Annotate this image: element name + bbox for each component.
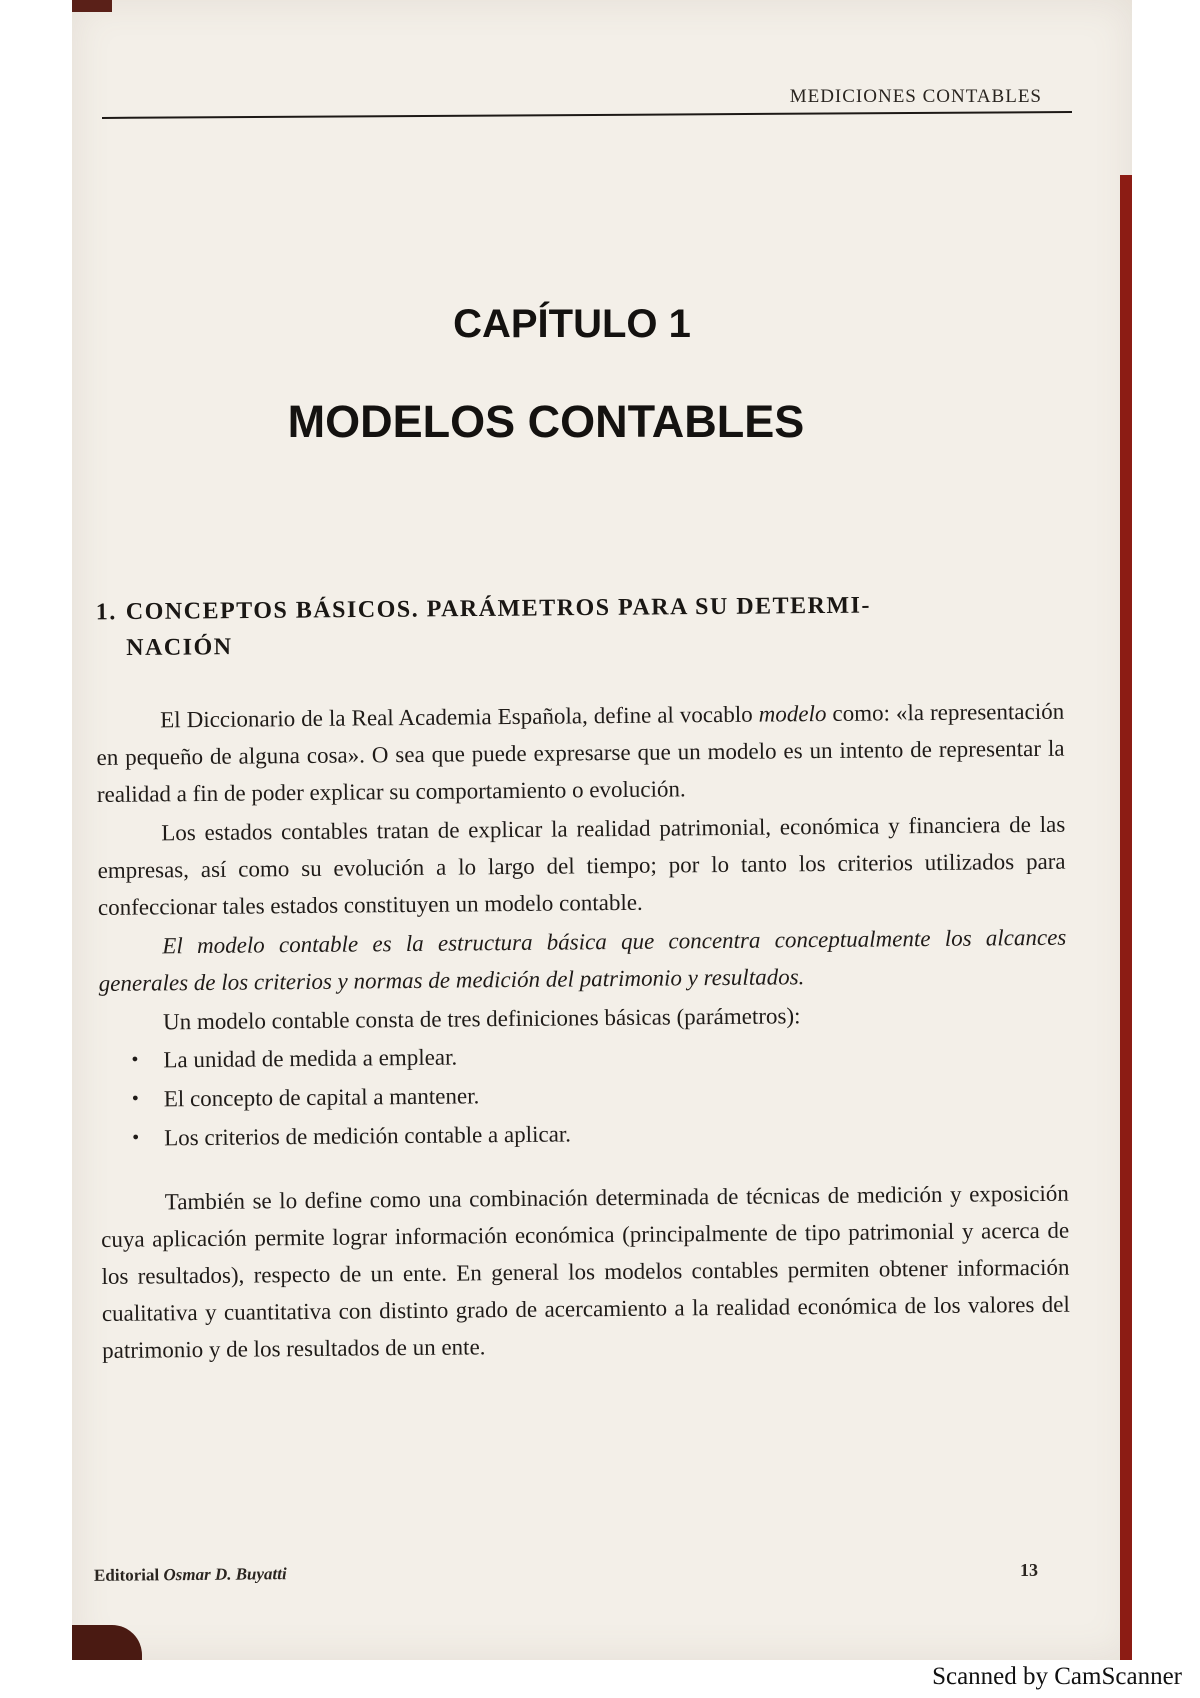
chapter-title: MODELOS CONTABLES [287, 396, 805, 447]
section-heading-line1: CONCEPTOS BÁSICOS. PARÁMETROS PARA SU DETERMI- [125, 592, 872, 626]
scanner-watermark: Scanned by CamScanner [932, 1663, 1182, 1690]
section-number: 1. [95, 599, 117, 626]
publisher-label: Editorial [93, 1565, 160, 1585]
paragraph-5: También se lo define como una combinación determinada de técnicas de medición y exposición cuya aplicación permite lograr información económica (principalmente de tipo patrimonial y acerca de los resultados), respecto de un ente. En general los modelos contables permiten obtener información cualitativa y cuantitativa con distinto grado de acercamiento a la realidad económica de los valores del patrimonio y de los resultados de un ente. [101, 1180, 1070, 1363]
section-heading-line2: NACIÓN [126, 634, 233, 662]
chapter-number: CAPÍTULO 1 [453, 302, 691, 346]
footer-publisher [94, 1564, 287, 1586]
paragraph-2: Los estados contables tratan de explicar la realidad patrimonial, económica y financiera de las empresas, así como su evolución a lo largo del tiempo; por lo tanto los criterios utilizados para confeccionar tales estados constituyen un modelo contable. [97, 811, 1066, 920]
list-item [100, 1110, 1068, 1158]
page-corner-top-left [72, 0, 112, 12]
body-text [96, 693, 1070, 1369]
header-rule [102, 111, 1072, 119]
scanned-page [72, 0, 1132, 1660]
paragraph-1 [96, 693, 1065, 813]
list-item-text: La unidad de medida a emplear. [163, 1044, 458, 1073]
book-edge-right [1120, 175, 1132, 1660]
bullet-icon: • [131, 1087, 139, 1110]
list-item-text: Los criterios de medición contable a aplicar. [164, 1121, 572, 1151]
bullet-icon: • [131, 1048, 139, 1071]
running-head-text: MEDICIONES CONTABLES [789, 86, 1042, 107]
parameter-list [99, 1032, 1068, 1158]
paragraph-3-definition: El modelo contable es la estructura básica que concentra conceptualmente los alcances generales de los criterios y normas de medición del patrimonio y resultados. [98, 924, 1067, 996]
bullet-icon: • [132, 1126, 140, 1149]
running-head [72, 86, 1070, 108]
list-item-text: El concepto de capital a mantener. [163, 1083, 480, 1112]
paragraph-1-end: como: «la representación en pequeño de alguna cosa». O sea que puede expresarse que un modelo es un intento de representar la realidad a fin de poder explicar su comportamiento o evolución. [96, 698, 1065, 807]
page-number: 13 [1020, 1560, 1038, 1580]
paragraph-4: Un modelo contable consta de tres definiciones básicas (parámetros): [162, 1003, 801, 1035]
paragraph-1-term: modelo [758, 700, 827, 727]
author-name: Osmar D. Buyatti [163, 1564, 287, 1585]
section-heading [96, 586, 1087, 667]
page-corner-bottom-left [72, 1625, 142, 1660]
paragraph-1-start: El Diccionario de la Real Academia Española, define al vocablo [160, 701, 759, 733]
